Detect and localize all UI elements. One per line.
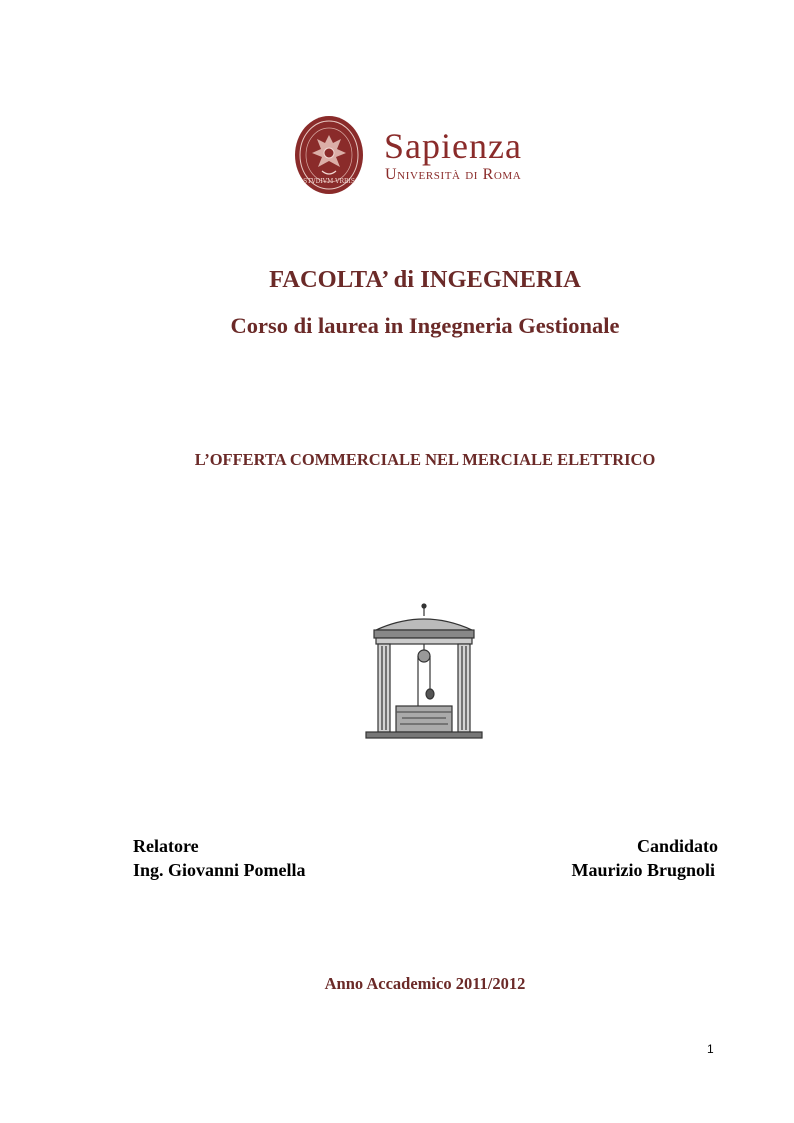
faculty-title: FACOLTA’ di INGEGNERIA bbox=[269, 266, 581, 293]
sapienza-seal-icon bbox=[294, 115, 364, 195]
supervisor-name: Ing. Giovanni Pomella bbox=[133, 860, 306, 880]
supervisor-label: Relatore bbox=[133, 836, 199, 856]
page-number: 1 bbox=[707, 1042, 714, 1056]
candidate-name: Maurizio Brugnoli bbox=[571, 860, 715, 880]
thesis-title: L’OFFERTA COMMERCIALE NEL MERCIALE ELETTRICO bbox=[194, 450, 656, 469]
course-title: Corso di laurea in Ingegneria Gestionale bbox=[230, 313, 620, 338]
seal-motto: STVDIVM VRBIS bbox=[303, 178, 355, 185]
well-pulley-emblem-icon bbox=[362, 600, 486, 742]
candidate-block bbox=[520, 834, 718, 882]
academic-year: Anno Accademico 2011/2012 bbox=[324, 974, 526, 993]
university-subtitle: Università di Roma bbox=[385, 166, 522, 183]
supervisor-block bbox=[133, 834, 306, 882]
university-wordmark: Sapienza bbox=[384, 126, 522, 166]
candidate-label: Candidato bbox=[636, 836, 718, 856]
